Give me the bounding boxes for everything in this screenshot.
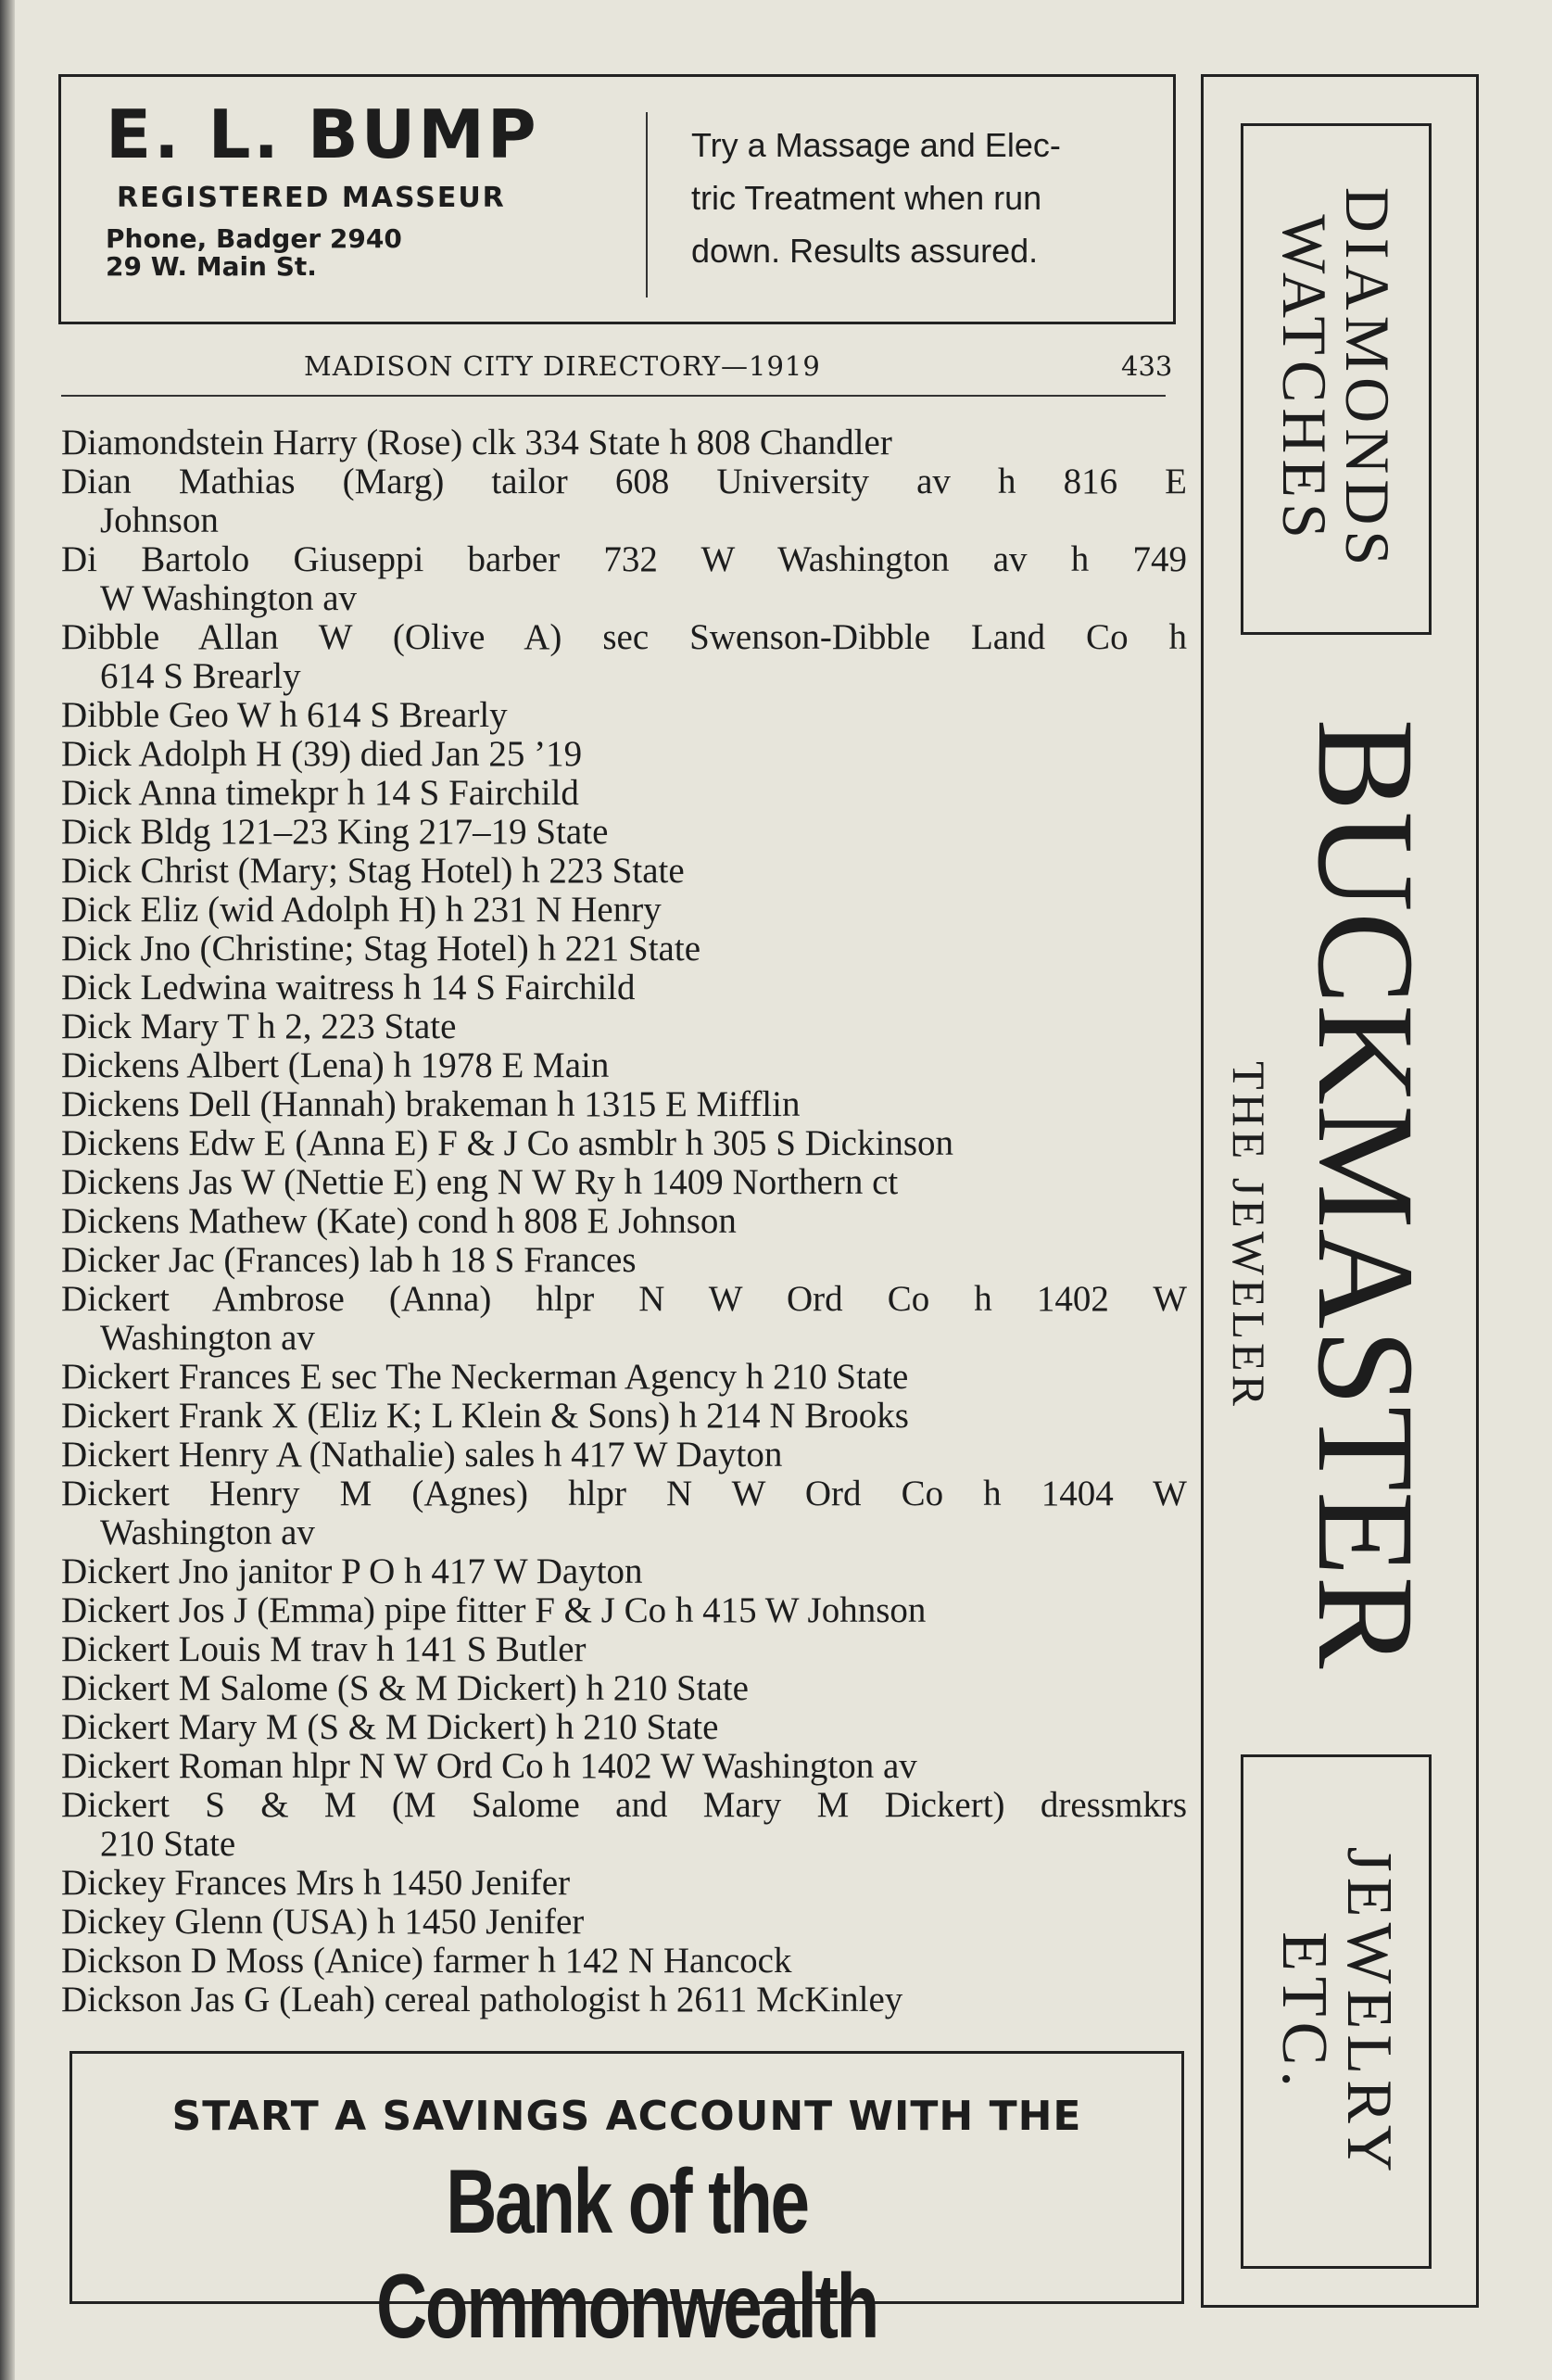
directory-entry (61, 1786, 1187, 1864)
advertiser-address: 29 W. Main St. (106, 251, 317, 282)
entry-continuation: 614 S Brearly (100, 656, 301, 696)
directory-entry (61, 1669, 1187, 1708)
directory-entry (61, 1046, 1187, 1085)
entry-line: Dicker Jac (Frances) lab h 18 S Frances (61, 1240, 637, 1280)
directory-entry (61, 1085, 1187, 1124)
directory-entry (61, 1124, 1187, 1163)
entry-continuation: W Washington av (100, 578, 358, 618)
directory-entry (61, 540, 1187, 618)
directory-entry (61, 618, 1187, 696)
directory-entry (61, 1591, 1187, 1630)
directory-entry (61, 1864, 1187, 1903)
directory-entry (61, 1202, 1187, 1241)
directory-entry (61, 813, 1187, 852)
directory-entry (61, 930, 1187, 968)
entry-line: Dick Anna timekpr h 14 S Fairchild (61, 773, 579, 813)
bank-tagline: START A SAVINGS ACCOUNT WITH THE (171, 2093, 1082, 2140)
running-title: MADISON CITY DIRECTORY—1919 (304, 350, 821, 382)
entry-line: Dickert Roman hlpr N W Ord Co h 1402 W Washington av (61, 1746, 917, 1786)
directory-entry (61, 1280, 1187, 1358)
entry-line: Dickens Mathew (Kate) cond h 808 E Johnson (61, 1201, 737, 1241)
advertiser-name: E. L. BUMP (106, 95, 539, 173)
diamonds-watches-text (1269, 186, 1403, 572)
entry-line: Dickert M Salome (S & M Dickert) h 210 State (61, 1668, 749, 1708)
bank-advertisement (69, 2051, 1184, 2357)
entry-line: Dibble Allan W (Olive A) sec Swenson-Dibble Land Co h (61, 617, 1187, 657)
diamonds-watches-box (1241, 123, 1432, 635)
ad-divider (646, 112, 648, 298)
page-number: 433 (1121, 350, 1173, 382)
entry-line: Dick Mary T h 2, 223 State (61, 1006, 457, 1046)
entry-line: Diamondstein Harry (Rose) clk 334 State h 808 Chandler (61, 423, 892, 462)
entry-line: Dickert Ambrose (Anna) hlpr N W Ord Co h 1402 W (61, 1279, 1187, 1319)
jeweler-name-stack (1289, 718, 1443, 1669)
jeweler-subtitle-stack (1223, 1061, 1275, 1410)
entry-line: Dickert Henry A (Nathalie) sales h 417 W Dayton (61, 1435, 783, 1475)
advertiser-phone: Phone, Badger 2940 (106, 223, 402, 254)
entry-line: Dickert Frances E sec The Neckerman Agency h 210 State (61, 1357, 909, 1397)
entry-continuation: Johnson (100, 500, 219, 540)
entry-line: Dick Bldg 121–23 King 217–19 State (61, 812, 609, 852)
directory-entry (61, 774, 1187, 813)
entry-line: Dickert Jno janitor P O h 417 W Dayton (61, 1551, 643, 1591)
entry-line: Dickey Frances Mrs h 1450 Jenifer (61, 1863, 571, 1903)
directory-entry (61, 1630, 1187, 1669)
entry-line: Dickens Dell (Hannah) brakeman h 1315 E Mifflin (61, 1084, 801, 1124)
directory-entry (61, 1163, 1187, 1202)
entry-line: Dickens Edw E (Anna E) F & J Co asmblr h 305 S Dickinson (61, 1123, 954, 1163)
jeweler-name: BUCKMASTER (1289, 718, 1443, 1669)
entry-line: Dickert Frank X (Eliz K; L Klein & Sons) h 214 N Brooks (61, 1396, 909, 1436)
entry-line: Dickens Albert (Lena) h 1978 E Main (61, 1045, 610, 1085)
directory-entry (61, 1708, 1187, 1747)
advertiser-title: REGISTERED MASSEUR (117, 182, 506, 214)
entry-line: Dickert Jos J (Emma) pipe fitter F & J Co h 415 W Johnson (61, 1590, 927, 1630)
advertiser-promo (691, 119, 1201, 277)
advertiser-contact (106, 225, 402, 281)
jeweler-subtitle-block (1217, 967, 1281, 1504)
masseur-advertisement (58, 74, 1176, 324)
directory-entry (61, 696, 1187, 735)
entry-line: Dibble Geo W h 614 S Brearly (61, 695, 508, 735)
directory-entry (61, 968, 1187, 1007)
entry-line: Dickert Henry M (Agnes) hlpr N W Ord Co h 1404 W (61, 1474, 1187, 1513)
entry-continuation: 210 State (100, 1824, 236, 1864)
entry-line: Dian Mathias (Marg) tailor 608 University av h 816 E (61, 462, 1187, 501)
directory-listing (61, 424, 1187, 2019)
directory-entry (61, 735, 1187, 774)
header-rule (61, 395, 1166, 397)
directory-entry (61, 1475, 1187, 1552)
promo-line: down. Results assured. (691, 232, 1039, 270)
jeweler-subtitle: THE JEWELER (1223, 1061, 1275, 1410)
entry-continuation: Washington av (100, 1513, 315, 1552)
directory-entry (61, 462, 1187, 540)
directory-entry (61, 424, 1187, 462)
entry-line: Dickey Glenn (USA) h 1450 Jenifer (61, 1902, 585, 1942)
entry-continuation: Washington av (100, 1318, 315, 1358)
directory-entry (61, 1397, 1187, 1436)
directory-entry (61, 1241, 1187, 1280)
jeweler-advertisement (1201, 74, 1479, 2308)
entry-line: Dick Christ (Mary; Stag Hotel) h 223 State (61, 851, 685, 891)
directory-entry (61, 852, 1187, 891)
jewelry-etc-text (1268, 1846, 1405, 2177)
jewelry-label: JEWELRY (1333, 1846, 1405, 2177)
directory-entry (61, 1903, 1187, 1942)
entry-line: Dickert S & M (M Salome and Mary M Dickert) dressmkrs (61, 1785, 1187, 1825)
directory-entry (61, 1552, 1187, 1591)
jewelry-etc-box (1241, 1754, 1432, 2269)
bank-name: Bank of the Commonwealth (375, 2150, 878, 2357)
entry-line: Dickert Mary M (S & M Dickert) h 210 State (61, 1707, 719, 1747)
directory-entry (61, 1747, 1187, 1786)
book-spine-shadow (0, 0, 15, 2380)
entry-line: Dick Eliz (wid Adolph H) h 231 N Henry (61, 890, 662, 930)
watches-label: WATCHES (1269, 214, 1340, 544)
promo-line: tric Treatment when run (691, 179, 1042, 217)
entry-line: Di Bartolo Giuseppi barber 732 W Washington av h 749 (61, 539, 1187, 579)
entry-line: Dick Jno (Christine; Stag Hotel) h 221 State (61, 929, 701, 968)
directory-entry (61, 1942, 1187, 1981)
directory-entry (61, 1007, 1187, 1046)
entry-line: Dick Adolph H (39) died Jan 25 ’19 (61, 734, 583, 774)
entry-line: Dickson Jas G (Leah) cereal pathologist h 2611 McKinley (61, 1980, 903, 2019)
promo-line: Try a Massage and Elec- (691, 126, 1061, 164)
entry-line: Dickson D Moss (Anice) farmer h 142 N Hancock (61, 1941, 792, 1981)
etc-label: ETC. (1268, 1931, 1340, 2093)
entry-line: Dickert Louis M trav h 141 S Butler (61, 1629, 587, 1669)
diamonds-label: DIAMONDS (1332, 186, 1403, 572)
entry-line: Dick Ledwina waitress h 14 S Fairchild (61, 968, 636, 1007)
directory-entry (61, 1358, 1187, 1397)
directory-entry (61, 1981, 1187, 2019)
jeweler-name-block (1278, 707, 1454, 1680)
directory-entry (61, 891, 1187, 930)
entry-line: Dickens Jas W (Nettie E) eng N W Ry h 1409 Northern ct (61, 1162, 899, 1202)
directory-entry (61, 1436, 1187, 1475)
